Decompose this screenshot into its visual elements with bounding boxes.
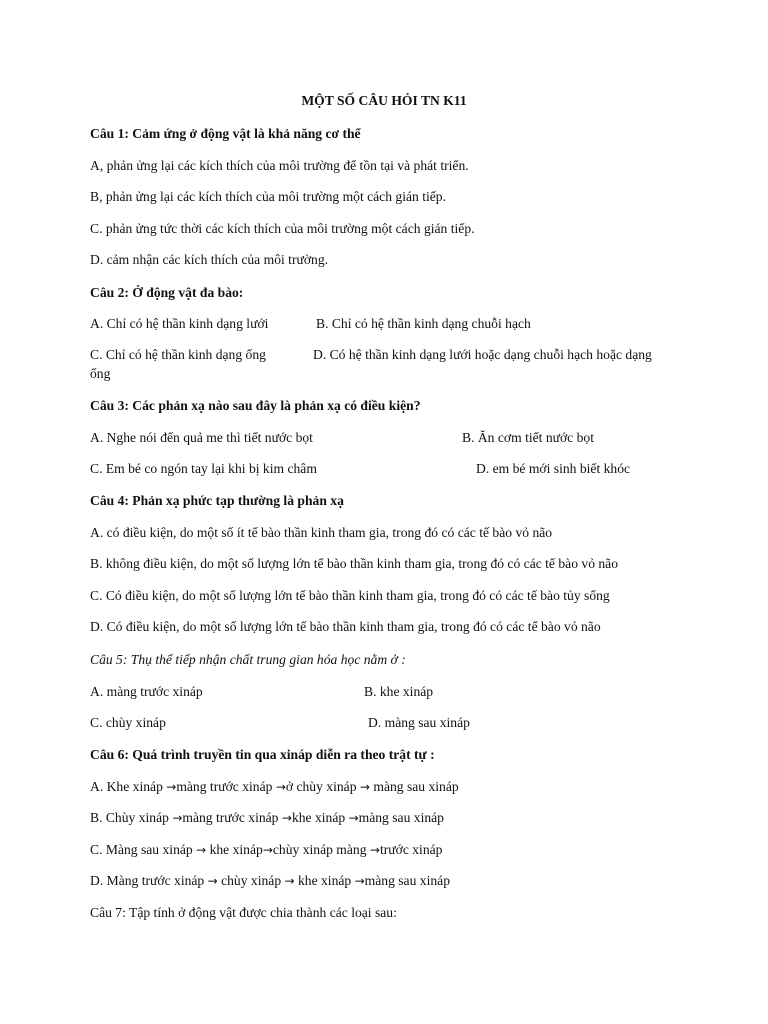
arrow-right-icon: → [207, 874, 218, 888]
q4-option-b: B. không điều kiện, do một số lượng lớn tế bào thần kinh tham gia, trong đó có các tế bào vỏ não [90, 556, 619, 571]
q6-option-d [90, 872, 450, 890]
arrow-right-icon: → [262, 843, 273, 857]
page-title: MỘT SỐ CÂU HỎI TN K11 [301, 93, 467, 108]
arrow-right-icon: → [354, 874, 365, 888]
arrow-right-icon: → [196, 843, 207, 857]
q1-option-c: C. phản ửng tức thời các kích thích của môi trường một cách gián tiếp. [90, 221, 475, 236]
q5-option-d: D. màng sau xináp [368, 715, 470, 730]
question-6: Câu 6: Quá trình truyền tin qua xináp diễn ra theo trật tự : [90, 747, 435, 762]
q2-option-a: A. Chỉ có hệ thần kinh dạng lưới [90, 316, 269, 331]
arrow-right-icon: → [281, 811, 292, 825]
question-4: Câu 4: Phản xạ phức tạp thường là phản xạ [90, 493, 344, 508]
q2-option-b: B. Chỉ có hệ thần kinh dạng chuỗi hạch [316, 316, 531, 331]
q6-c-part-4: trước xináp [379, 842, 443, 857]
q1-option-d: D. cảm nhận các kích thích của môi trường. [90, 252, 329, 267]
q4-option-d: D. Có điều kiện, do một số lượng lớn tế bào thần kinh tham gia, trong đó có các tế bào vỏ não [90, 619, 601, 634]
arrow-right-icon: → [359, 780, 370, 794]
question-7: Câu 7: Tập tính ở động vật được chia thành các loại sau: [90, 905, 397, 920]
q6-d-part-4: màng sau xináp [364, 873, 450, 888]
q6-a-part-3: ở chùy xináp [285, 779, 360, 794]
arrow-right-icon: → [369, 843, 380, 857]
arrow-right-icon: → [172, 811, 183, 825]
q3-option-a: A. Nghe nói đến quả me thì tiết nước bọt [90, 430, 313, 445]
arrow-right-icon: → [284, 874, 295, 888]
q6-option-b [90, 809, 444, 827]
q6-d-part-2: chùy xináp [217, 873, 285, 888]
q4-option-a: A. có điều kiện, do một số ít tế bào thần kinh tham gia, trong đó có các tế bào vỏ não [90, 525, 553, 540]
q6-b-part-4: màng sau xináp [358, 810, 444, 825]
q6-a-part-4: màng sau xináp [369, 779, 459, 794]
q2-option-c: C. Chỉ có hệ thần kinh dạng ống [90, 347, 266, 362]
q6-a-part-2: màng trước xináp [176, 779, 276, 794]
q5-option-a: A. màng trước xináp [90, 684, 203, 699]
q6-option-c [90, 841, 442, 859]
question-5: Câu 5: Thụ thể tiếp nhận chất trung gian hóa học nằm ở : [90, 652, 406, 667]
question-3: Câu 3: Các phản xạ nào sau đây là phản xạ có điều kiện? [90, 398, 421, 413]
question-2: Câu 2: Ở động vật đa bào: [90, 285, 244, 300]
q4-option-c: C. Có điều kiện, do một số lượng lớn tế bào thần kinh tham gia, trong đó có các tế bào tủy sống [90, 588, 610, 603]
q1-option-b: B, phản ửng lại các kích thích của môi trường một cách gián tiếp. [90, 189, 446, 204]
q3-option-b: B. Ăn cơm tiết nước bọt [462, 430, 594, 445]
arrow-right-icon: → [166, 780, 177, 794]
q6-b-part-1: B. Chùy xináp [90, 810, 173, 825]
q6-a-part-1: A. Khe xináp [90, 779, 167, 794]
q5-option-c: C. chùy xináp [90, 715, 166, 730]
q3-option-d: D. em bé mới sinh biết khóc [476, 461, 631, 476]
question-1: Câu 1: Cảm ứng ở động vật là khả năng cơ thể [90, 126, 361, 141]
q6-c-part-1: C. Màng sau xináp [90, 842, 197, 857]
arrow-right-icon: → [275, 780, 286, 794]
q6-b-part-2: màng trước xináp [182, 810, 282, 825]
q6-b-part-3: khe xináp [291, 810, 349, 825]
q6-c-part-3: chùy xináp màng [272, 842, 370, 857]
q2-option-d: D. Có hệ thần kinh dạng lưới hoặc dạng chuỗi hạch hoặc dạng [313, 347, 652, 362]
arrow-right-icon: → [348, 811, 359, 825]
q6-d-part-1: D. Màng trước xináp [90, 873, 208, 888]
q1-option-a: A, phản ửng lại các kích thích của môi trường để tồn tại và phát triển. [90, 158, 469, 173]
q2-option-d-continued: ống [90, 366, 111, 381]
q6-d-part-3: khe xináp [294, 873, 355, 888]
q6-option-a [90, 778, 459, 796]
q3-option-c: C. Em bé co ngón tay lại khi bị kim châm [90, 461, 317, 476]
q5-option-b: B. khe xináp [364, 684, 434, 699]
q6-c-part-2: khe xináp [206, 842, 263, 857]
